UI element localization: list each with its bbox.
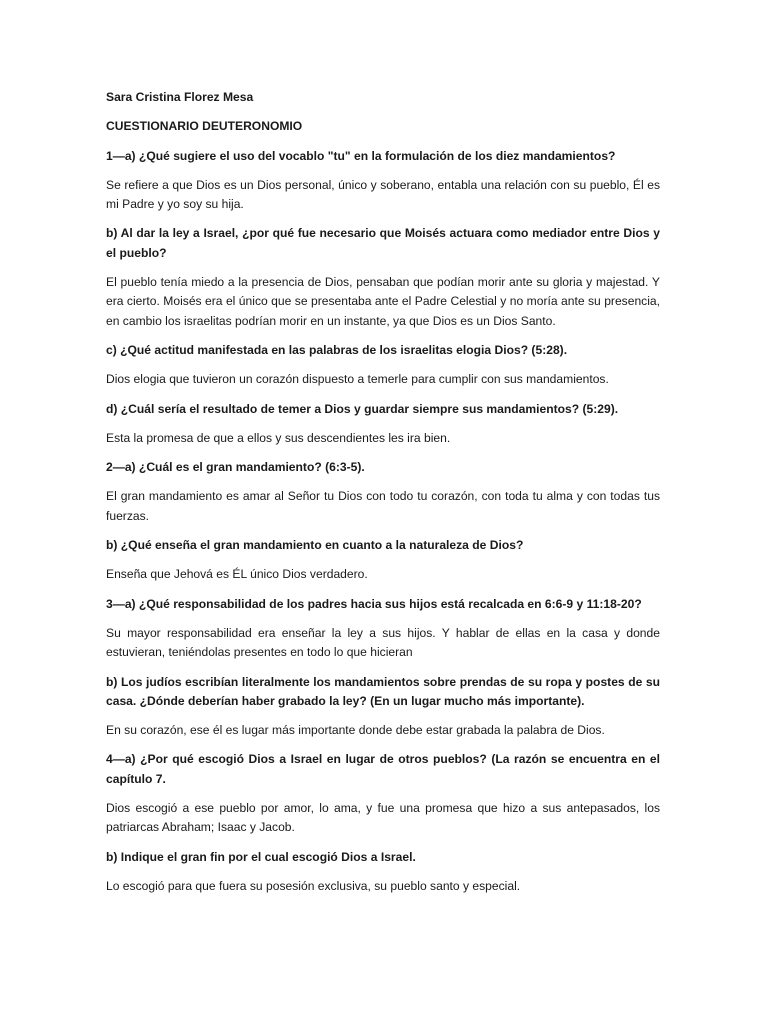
answer-8: En su corazón, ese él es lugar más importante donde debe estar grabada la palabra de Dios. (106, 723, 605, 738)
answer-3: Dios elogia que tuvieron un corazón dispuesto a temerle para cumplir con sus mandamientos. (106, 372, 609, 387)
question-5: 2—a) ¿Cuál es el gran mandamiento? (6:3-5). (106, 460, 365, 475)
question-9: 4—a) ¿Por qué escogió Dios a Israel en lugar de otros pueblos? (La razón se encuentra en el capítulo 7. (106, 752, 660, 786)
question-10: b) Indique el gran fin por el cual escogió Dios a Israel. (106, 849, 416, 864)
question-1: 1—a) ¿Qué sugiere el uso del vocablo "tu" en la formulación de los diez mandamientos? (106, 148, 616, 163)
answer-5: El gran mandamiento es amar al Señor tu Dios con todo tu corazón, con toda tu alma y con todas tus fuerzas. (106, 489, 660, 523)
document-page (106, 88, 660, 896)
answer-4: Esta la promesa de que a ellos y sus descendientes les ira bien. (106, 430, 451, 445)
question-answer-list (106, 147, 660, 897)
document-title: CUESTIONARIO DEUTERONOMIO (106, 119, 303, 134)
question-2: b) Al dar la ley a Israel, ¿por qué fue necesario que Moisés actuara como mediador entre Dios y el pueblo? (106, 226, 660, 260)
answer-9: Dios escogió a ese pueblo por amor, lo ama, y fue una promesa que hizo a sus antepasados, los patriarcas Abraham; Isaac y Jacob. (106, 801, 660, 835)
answer-10: Lo escogió para que fuera su posesión exclusiva, su pueblo santo y especial. (106, 878, 521, 893)
question-4: d) ¿Cuál sería el resultado de temer a Dios y guardar siempre sus mandamientos? (5:29). (106, 401, 619, 416)
answer-1: Se refiere a que Dios es un Dios personal, único y soberano, entabla una relación con su pueblo, Él es mi Padre y yo soy su hija. (106, 177, 660, 212)
question-7: 3—a) ¿Qué responsabilidad de los padres hacia sus hijos está recalcada en 6:6-9 y 11:18-20? (106, 596, 642, 611)
answer-2: El pueblo tenía miedo a la presencia de Dios, pensaban que podían morir ante su gloria y majestad. Y era cierto. Moisés era el único que se presentaba ante el Padre Celestial y no moría ante su presencia, en cambio los israelitas podrían morir en un instante, ya que Dios es un Dios Santo. (106, 275, 660, 328)
author-name: Sara Cristina Florez Mesa (106, 90, 254, 104)
question-6: b) ¿Qué enseña el gran mandamiento en cuanto a la naturaleza de Dios? (106, 538, 524, 553)
question-8: b) Los judíos escribían literalmente los mandamientos sobre prendas de su ropa y postes de su casa. ¿Dónde deberían haber grabado la ley? (En un lugar mucho más importante). (106, 674, 660, 708)
question-3: c) ¿Qué actitud manifestada en las palabras de los israelitas elogia Dios? (5:28). (106, 342, 568, 357)
answer-6: Enseña que Jehová es ÉL único Dios verdadero. (106, 567, 368, 582)
answer-7: Su mayor responsabilidad era enseñar la ley a sus hijos. Y hablar de ellas en la casa y donde estuvieran, teniéndolas presentes en todo lo que hicieran (106, 625, 660, 660)
